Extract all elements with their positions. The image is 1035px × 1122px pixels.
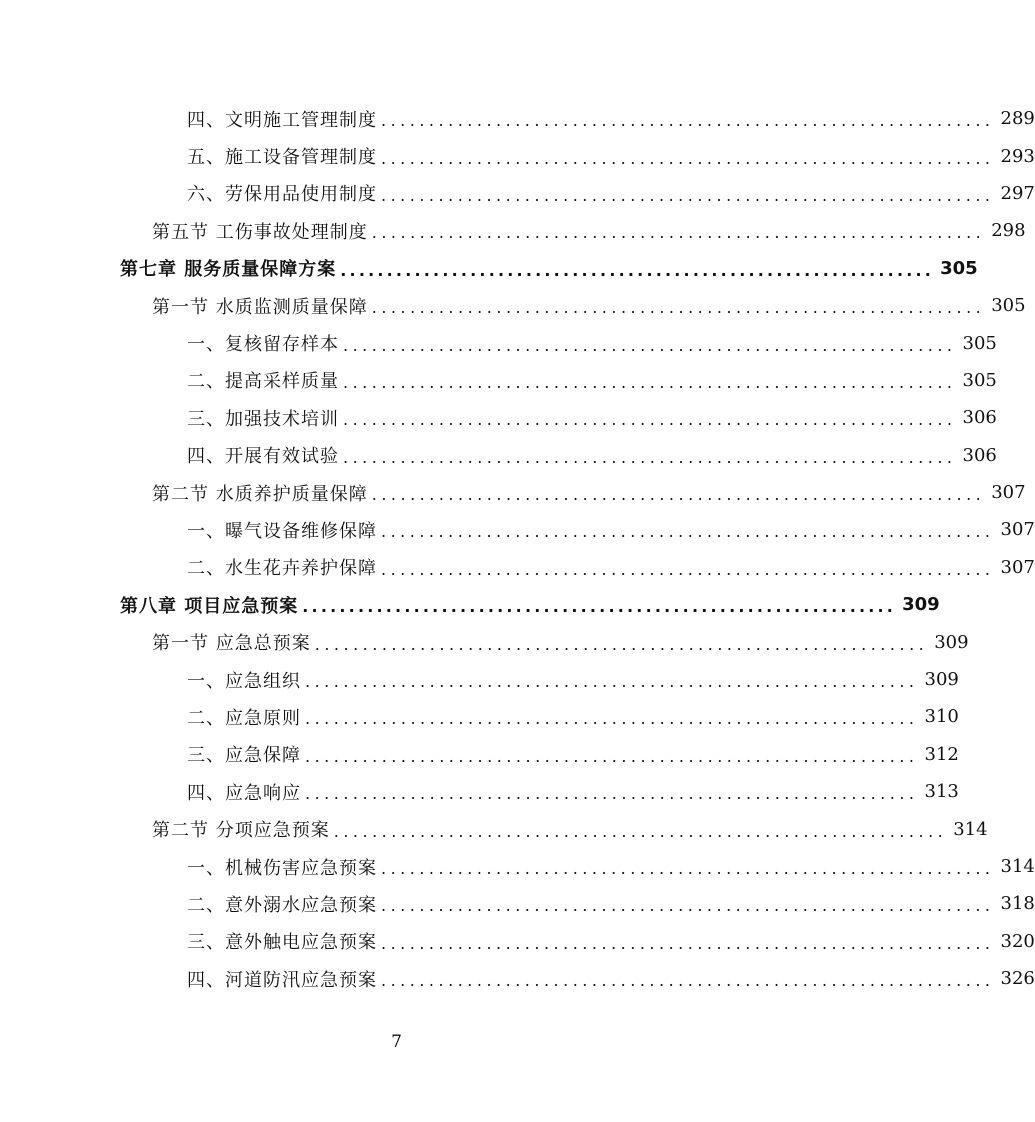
toc-entry-item[interactable] — [0, 773, 959, 810]
toc-entry-label: 第八章 项目应急预案 — [120, 595, 299, 617]
toc-entry-item[interactable] — [0, 100, 1035, 137]
toc-entry-section[interactable] — [0, 474, 1026, 511]
toc-entry-label: 四、应急响应 — [187, 782, 301, 804]
toc-entry-page: 297 — [1000, 182, 1035, 204]
toc-entry-page: 312 — [924, 743, 959, 765]
toc-entry-page: 289 — [1000, 108, 1035, 130]
toc-entry-page: 307 — [1000, 519, 1035, 541]
toc-entry-item[interactable] — [0, 885, 1035, 922]
toc-entry-item[interactable] — [0, 324, 997, 361]
toc-entry-page: 320 — [1000, 930, 1035, 952]
dot-leader: ................................................................ — [381, 522, 995, 542]
toc-entry-label: 第五节 工伤事故处理制度 — [152, 221, 368, 243]
dot-leader: ................................................................ — [371, 485, 986, 505]
toc-entry-item[interactable] — [0, 362, 997, 399]
toc-entry-page: 293 — [1000, 145, 1035, 167]
toc-entry-page: 306 — [962, 407, 997, 429]
toc-entry-label: 四、文明施工管理制度 — [187, 109, 377, 131]
toc-entry-page: 314 — [1000, 856, 1035, 877]
dot-leader: ................................................................ — [305, 709, 919, 729]
dot-leader: ................................................................ — [371, 298, 986, 318]
toc-entry-section[interactable] — [0, 212, 1026, 249]
dot-leader: ................................................................ — [343, 335, 957, 355]
dot-leader: ................................................................ — [381, 559, 995, 579]
toc-entry-label: 一、曝气设备维修保障 — [187, 520, 377, 542]
toc-entry-item[interactable] — [0, 549, 1035, 586]
toc-entry-label: 第二节 水质养护质量保障 — [152, 483, 368, 505]
toc-entry-label: 第七章 服务质量保障方案 — [120, 259, 337, 281]
toc-entry-item[interactable] — [0, 923, 1035, 960]
toc-entry-page: 306 — [962, 444, 997, 466]
toc-entry-label: 一、机械伤害应急预案 — [187, 857, 377, 879]
toc-entry-label: 第一节 应急总预案 — [152, 633, 311, 655]
toc-entry-page: 305 — [962, 332, 997, 354]
toc-entry-page: 309 — [924, 669, 959, 691]
dot-leader: ................................................................ — [340, 260, 935, 280]
toc-entry-label: 一、复核留存样本 — [187, 334, 339, 356]
toc-entry-page: 307 — [991, 482, 1026, 504]
dot-leader: ................................................................ — [343, 372, 957, 392]
dot-leader: ................................................................ — [343, 410, 957, 430]
toc-entry-section[interactable] — [0, 287, 1026, 324]
toc-entry-page: 326 — [1000, 968, 1035, 990]
toc-entry-page: 314 — [953, 818, 988, 840]
dot-leader: ................................................................ — [381, 148, 995, 168]
toc-entry-page: 307 — [1000, 556, 1035, 578]
toc-entry-label: 五、施工设备管理制度 — [187, 147, 377, 169]
toc-entry-section[interactable] — [0, 623, 969, 660]
toc-entry-item[interactable] — [0, 661, 959, 698]
dot-leader: ................................................................ — [371, 223, 986, 243]
toc-entry-page: 309 — [934, 631, 969, 653]
toc-entry-label: 二、水生花卉养护保障 — [187, 558, 377, 580]
dot-leader: ................................................................ — [333, 821, 948, 841]
dot-leader: ................................................................ — [314, 634, 929, 654]
dot-leader: ................................................................ — [381, 933, 995, 953]
table-of-contents — [0, 100, 1035, 997]
toc-entry-item[interactable] — [0, 511, 1035, 548]
toc-entry-section[interactable] — [0, 810, 988, 847]
toc-entry-item[interactable] — [0, 848, 1035, 885]
toc-entry-page: 305 — [991, 295, 1026, 317]
page-number: 7 — [391, 1032, 402, 1052]
toc-entry-label: 六、劳保用品使用制度 — [187, 184, 377, 206]
toc-entry-item[interactable] — [0, 736, 959, 773]
dot-leader: ................................................................ — [305, 784, 919, 804]
toc-entry-chapter[interactable] — [0, 586, 940, 623]
toc-entry-label: 一、应急组织 — [187, 670, 301, 692]
toc-entry-item[interactable] — [0, 437, 997, 474]
dot-leader: ................................................................ — [305, 672, 919, 692]
toc-entry-label: 第一节 水质监测质量保障 — [152, 296, 368, 318]
dot-leader: ................................................................ — [305, 746, 919, 766]
dot-leader: ................................................................ — [381, 185, 995, 205]
dot-leader: ................................................................ — [381, 859, 995, 878]
toc-entry-page: 305 — [962, 369, 997, 391]
toc-entry-page: 309 — [902, 594, 940, 616]
dot-leader: ................................................................ — [381, 896, 995, 916]
toc-entry-label: 第二节 分项应急预案 — [152, 820, 330, 842]
toc-entry-label: 二、应急原则 — [187, 707, 301, 729]
toc-entry-label: 二、提高采样质量 — [187, 371, 339, 393]
toc-entry-item[interactable] — [0, 137, 1035, 174]
toc-entry-page: 310 — [924, 706, 959, 728]
toc-entry-label: 三、加强技术培训 — [187, 408, 339, 430]
toc-entry-page: 305 — [940, 257, 978, 279]
toc-entry-label: 三、意外触电应急预案 — [187, 932, 377, 954]
toc-entry-page: 298 — [991, 220, 1026, 242]
dot-leader: ................................................................ — [302, 597, 897, 617]
toc-entry-item[interactable] — [0, 698, 959, 735]
toc-entry-page: 313 — [924, 781, 959, 803]
toc-entry-item[interactable] — [0, 960, 1035, 997]
dot-leader: ................................................................ — [381, 971, 995, 991]
toc-entry-item[interactable] — [0, 175, 1035, 212]
toc-entry-item[interactable] — [0, 399, 997, 436]
toc-entry-label: 四、开展有效试验 — [187, 446, 339, 468]
toc-entry-label: 三、应急保障 — [187, 745, 301, 767]
toc-entry-label: 二、意外溺水应急预案 — [187, 894, 377, 916]
dot-leader: ................................................................ — [381, 111, 995, 131]
dot-leader: ................................................................ — [343, 447, 957, 467]
toc-entry-label: 四、河道防汛应急预案 — [187, 969, 377, 991]
toc-entry-page: 318 — [1000, 893, 1035, 915]
toc-entry-chapter[interactable] — [0, 250, 978, 287]
